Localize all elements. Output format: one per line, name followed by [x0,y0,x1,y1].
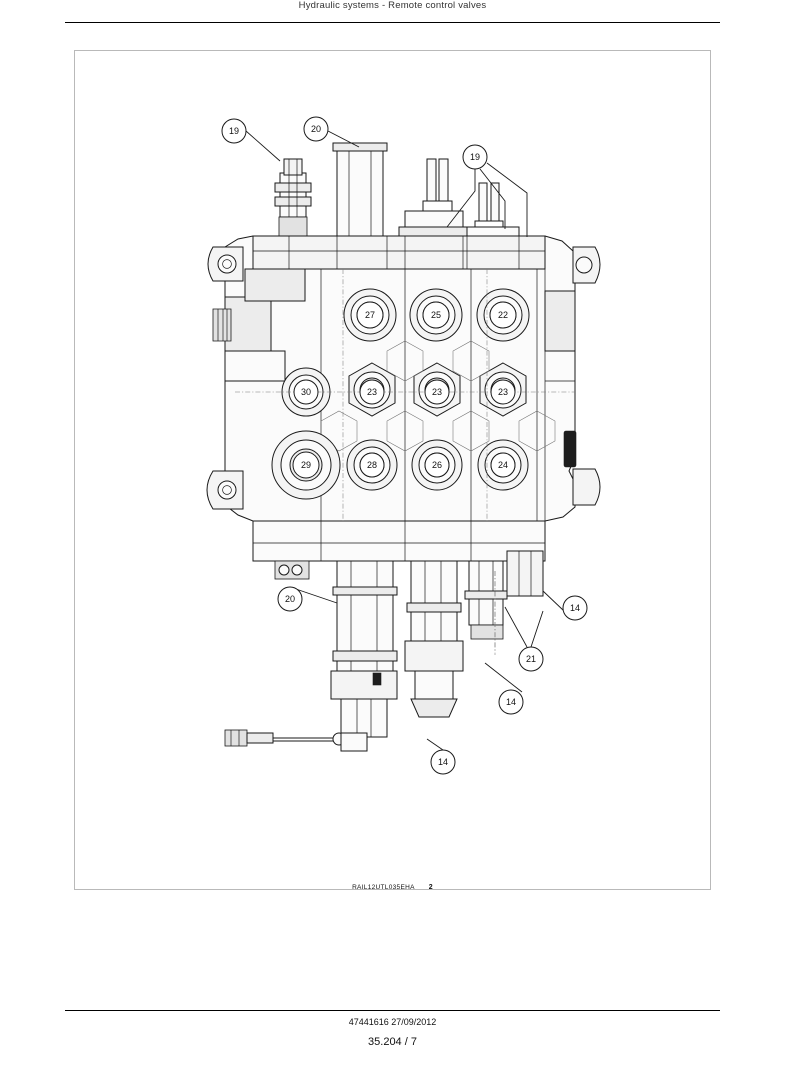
footer-date: 27/09/2012 [391,1017,437,1027]
page-header-title: Hydraulic systems - Remote control valves [298,0,487,11]
svg-text:24: 24 [497,460,509,470]
svg-text:19: 19 [469,152,481,162]
figure-caption [74,884,711,891]
svg-text:14: 14 [569,603,581,613]
svg-text:14: 14 [505,697,517,707]
footer-document-number: 47441616 [348,1017,389,1027]
svg-text:20: 20 [284,594,296,604]
technical-illustration [75,51,712,891]
footer-divider [65,1010,720,1011]
svg-text:23: 23 [431,387,443,397]
svg-text:26: 26 [431,460,443,470]
svg-text:22: 22 [497,310,509,320]
svg-text:27: 27 [364,310,376,320]
svg-text:21: 21 [525,654,537,664]
svg-text:28: 28 [366,460,378,470]
svg-text:30: 30 [300,387,312,397]
svg-text:23: 23 [497,387,509,397]
figure-number: 2 [428,884,433,891]
footer-document-line [0,1017,785,1027]
svg-text:14: 14 [437,757,449,767]
figure-frame [74,50,711,890]
footer-section-page: 35.204 / 7 [368,1036,417,1048]
svg-text:20: 20 [310,124,322,134]
svg-text:29: 29 [300,460,312,470]
figure-caption-code: RAIL12UTL035EHA [352,884,415,891]
svg-text:23: 23 [366,387,378,397]
svg-text:19: 19 [228,126,240,136]
svg-text:25: 25 [430,310,442,320]
header-divider [65,22,720,23]
